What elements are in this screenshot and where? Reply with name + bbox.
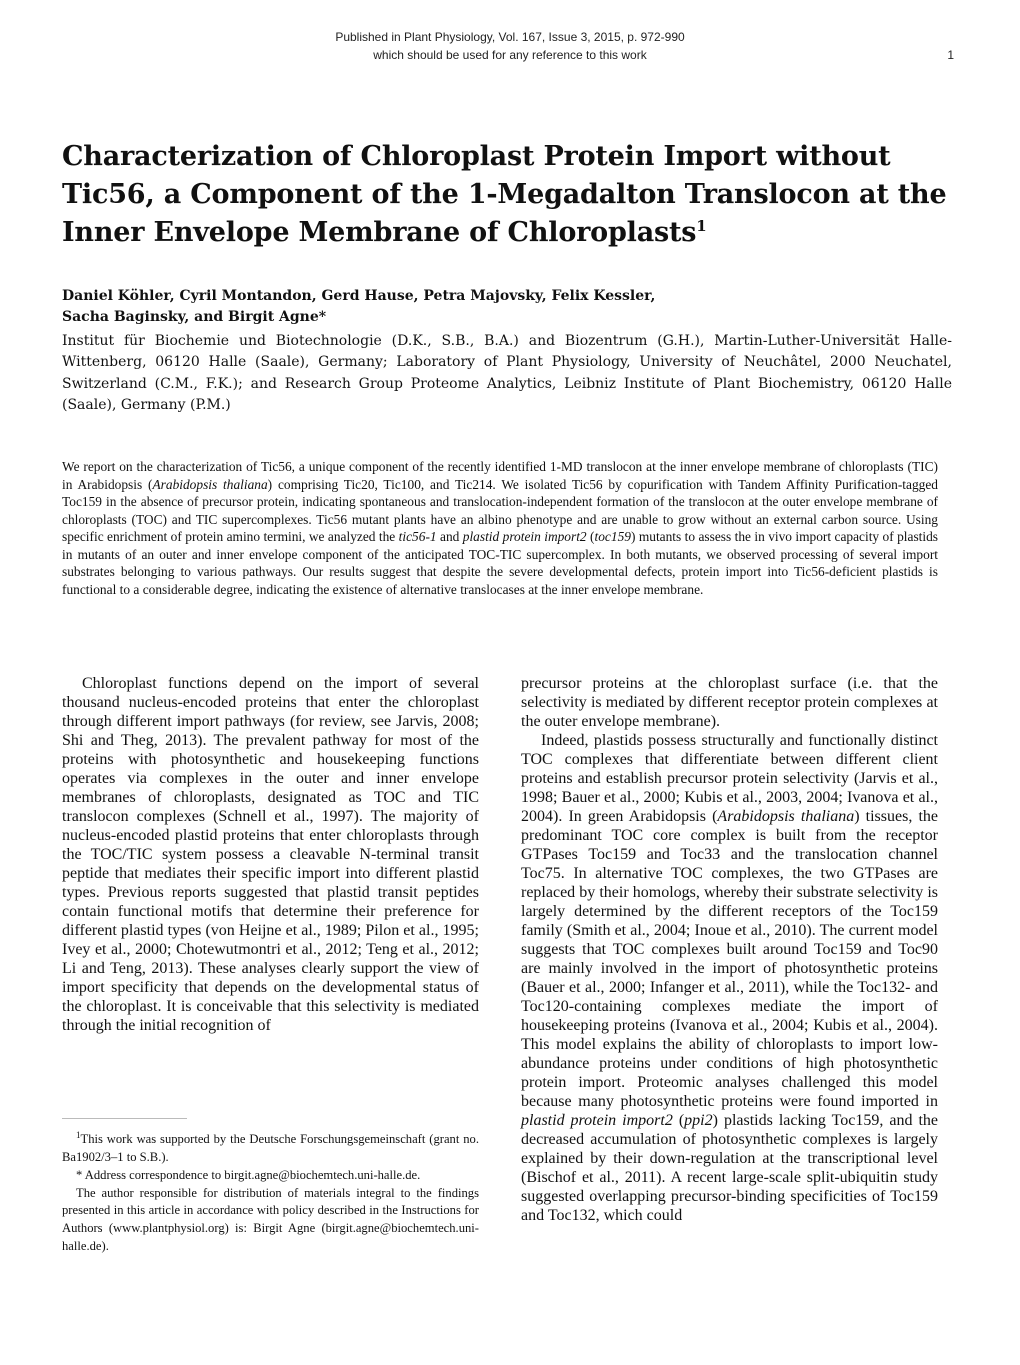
journal-citation-header: Published in Plant Physiology, Vol. 167, Issue 3, 2015, p. 972-990	[335, 30, 685, 44]
footnote-marker: 1	[76, 1130, 81, 1140]
body-text: ) tissues, the predominant TOC core complex is built from the receptor GTPases Toc159 and Toc33 and the translocation channel Toc75. In alternative TOC complexes, the two GTPases are replaced by their homologs, whereby their substrate selectivity is largely determined by the different receptors of the Toc159 family (Smith et al., 2004; Inoue et al., 2010). The current model suggests that TOC complexes built around Toc159 and Toc90 are mainly involved in the import of photosynthetic proteins (Bauer et al., 2000; Infanger et al., 2011), while the Toc132- and Toc120-containing complexes mediate the import of housekeeping proteins (Ivanova et al., 2004; Kubis et al., 2004). This model explains the ability of chloroplasts to import low-abundance proteins under conditions of high photosynthetic protein import. Proteomic analyses challenged this model because many photosynthetic proteins were found imported in	[521, 808, 938, 1110]
footnote-text: This work was supported by the Deutsche Forschungsgemeinschaft (grant no. Ba1902/3–1 to S.B.).	[62, 1132, 479, 1164]
paper-title-text: Characterization of Chloroplast Protein Import without Tic56, a Component of the 1-Megadalton Translocon at the Inner Envelope Membrane of Chloroplasts	[62, 141, 947, 248]
author-list	[62, 286, 952, 328]
author-line: Sacha Baginsky, and Birgit Agne*	[62, 309, 327, 325]
body-text: Indeed, plastids possess structurally and functionally distinct TOC complexes that differentiate between different client proteins and establish precursor protein selectivity (Jarvis et al., 1998; Bauer et al., 2000; Kubis et al., 2003, 2004; Ivanova et al., 2004). In green Arabidopsis (	[521, 732, 938, 825]
abstract-text: and	[436, 529, 463, 544]
footnote-responsible-author: The author responsible for distribution of materials integral to the findings presented in this article in accordance with policy described in the Instructions for Authors (www.plantphysiol.org) is: Birgit Agne (birgit.agne@biochemtech.uni-halle.de).	[62, 1185, 479, 1253]
mutant-name: plastid protein import2	[521, 1112, 673, 1129]
mutant-name: tic56-1	[398, 529, 437, 544]
footnote-correspondence: * Address correspondence to birgit.agne@biochemtech.uni-halle.de.	[76, 1167, 421, 1182]
abstract-text: (	[586, 529, 595, 544]
mutant-name: plastid protein import2	[462, 529, 587, 544]
left-column	[62, 674, 479, 1035]
footnotes	[62, 1127, 479, 1256]
footnote-funding	[62, 1127, 479, 1167]
abstract-text: ) mutants to assess the in vivo import capacity of plastids in mutants of an outer and inner envelope component of the anticipated TOC-TIC supercomplex. In both mutants, we observed processing of several import substrates belonging to various pathways. Our results suggest that despite the severe developmental defects, protein import into Tic56-deficient plastids is functional to a considerable degree, indicating the existence of alternative translocases at the inner envelope membrane.	[62, 529, 939, 597]
body-text: ) plastids lacking Toc159, and the decreased accumulation of photosynthetic complexes is largely explained by their down-regulation at the transcriptional level (Bischof et al., 2011). A recent large-scale split-ubiquitin study suggested overlapping precursor-binding specificities of Toc159 and Toc132, which could	[521, 1112, 939, 1224]
abstract-text: We report on the characterization of Tic56, a unique component of the recently identified 1-MD translocon at the inner envelope membrane of chloroplasts (TIC) in Arabidopsis (	[62, 459, 938, 492]
title-footnote-marker: 1	[696, 217, 707, 235]
abstract-text: ) comprising Tic20, Tic100, and Tic214. We isolated Tic56 by copurification with Tandem Affinity Purification-tagged Toc159 in the absence of precursor protein, indicating spontaneous and translocation-independent formation of the translocon at the outer envelope membrane of chloroplasts (TOC) and TIC supercomplexes. Tic56 mutant plants have an albino phenotype and are unable to grow without an external carbon source. Using specific enrichment of protein amino termini, we analyzed the	[62, 476, 939, 544]
body-paragraph	[521, 731, 938, 1225]
body-text: (	[672, 1112, 685, 1129]
species-name: Arabidopsis thaliana	[717, 808, 855, 825]
paper-title	[62, 138, 952, 252]
mutant-name: toc159	[594, 529, 631, 544]
reference-note-header: which should be used for any reference to this work	[373, 48, 647, 62]
author-line: Daniel Köhler, Cyril Montandon, Gerd Hause, Petra Majovsky, Felix Kessler,	[62, 288, 656, 304]
affiliations: Institut für Biochemie und Biotechnologie (D.K., S.B., B.A.) and Biozentrum (G.H.), Martin-Luther-Universität Halle-Wittenberg, 06120 Halle (Saale), Germany; Laboratory of Plant Physiology, University of Neuchâtel, 2000 Neuchatel, Switzerland (C.M., F.K.); and Research Group Proteome Analytics, Leibniz Institute of Plant Biochemistry, 06120 Halle (Saale), Germany (P.M.)	[62, 333, 952, 413]
footnote-divider	[62, 1118, 187, 1119]
body-paragraph: Chloroplast functions depend on the import of several thousand nucleus-encoded proteins that enter the chloroplast through different import pathways (for review, see Jarvis, 2008; Shi and Theg, 2013). The prevalent pathway for most of the proteins with photosynthetic and housekeeping functions operates via complexes in the outer and inner envelope membranes of chloroplasts, designated as TOC and TIC translocon complexes (Schnell et al., 1997). The majority of nucleus-encoded plastid proteins that enter chloroplasts through the TOC/TIC system possess a cleavable N-terminal transit peptide that mediates their specific import into different plastid types. Previous reports suggested that plastid transit peptides contain functional motifs that determine their preference for different plastid types (von Heijne et al., 1989; Pilon et al., 1995; Ivey et al., 2000; Chotewutmontri et al., 2012; Teng et al., 2012; Li and Teng, 2013). These analyses clearly support the view of import specificity that depends on the developmental status of the chloroplast. It is conceivable that this selectivity is mediated through the initial recognition of	[62, 675, 479, 1034]
mutant-name: ppi2	[684, 1112, 713, 1129]
body-paragraph: precursor proteins at the chloroplast surface (i.e. that the selectivity is mediated by different receptor protein complexes at the outer envelope membrane).	[521, 675, 938, 730]
species-name: Arabidopsis thaliana	[152, 476, 268, 492]
abstract	[62, 458, 938, 598]
right-column	[521, 674, 938, 1225]
page-number: 1	[947, 48, 954, 62]
